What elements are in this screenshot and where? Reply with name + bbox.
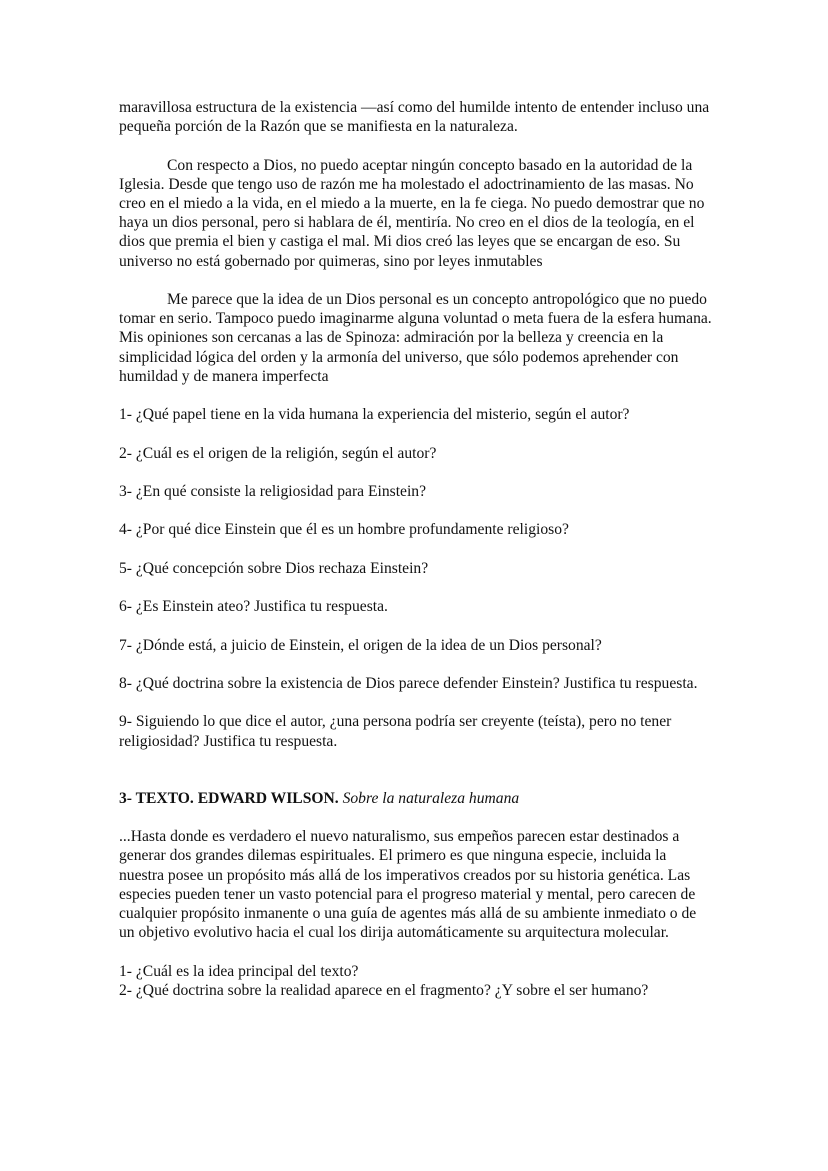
question-item: 8- ¿Qué doctrina sobre la existencia de Dios parece defender Einstein? Justifica tu respuesta. bbox=[119, 674, 698, 692]
question-list bbox=[119, 962, 715, 1000]
document-page bbox=[119, 98, 715, 1000]
question-item: 5- ¿Qué concepción sobre Dios rechaza Einstein? bbox=[119, 559, 429, 577]
question-item: 4- ¿Por qué dice Einstein que él es un hombre profundamente religioso? bbox=[119, 521, 569, 539]
section-heading bbox=[119, 789, 715, 808]
question-item: 7- ¿Dónde está, a juicio de Einstein, el origen de la idea de un Dios personal? bbox=[119, 636, 602, 654]
question-item: 2- ¿Qué doctrina sobre la realidad aparece en el fragmento? ¿Y sobre el ser humano? bbox=[119, 981, 649, 999]
text-paragraph: maravillosa estructura de la existencia —así como del humilde intento de entender incluso una pequeña porción de la Razón que se manifiesta en la naturaleza. bbox=[119, 99, 710, 136]
question-item: 9- Siguiendo lo que dice el autor, ¿una persona podría ser creyente (teísta), pero no tener religiosidad? Justifica tu respuesta. bbox=[119, 713, 672, 750]
wilson-text-section bbox=[119, 789, 715, 1000]
einstein-text-section bbox=[119, 98, 715, 751]
text-paragraph: Me parece que la idea de un Dios personal es un concepto antropológico que no puedo tomar en serio. Tampoco puedo imaginarme alguna voluntad o meta fuera de la esfera humana. Mis opiniones son cercanas a las de Spinoza: admiración por la belleza y creencia en la simplicidad lógica del orden y la armonía del universo, que sólo podemos aprehender con humildad y de manera imperfecta bbox=[119, 291, 712, 385]
section-heading-title: 3- TEXTO. EDWARD WILSON. bbox=[119, 789, 339, 807]
question-item: 3- ¿En qué consiste la religiosidad para Einstein? bbox=[119, 482, 427, 500]
text-paragraph: ...Hasta donde es verdadero el nuevo naturalismo, sus empeños parecen estar destinados a generar dos grandes dilemas espirituales. El primero es que ninguna especie, incluida la nuestra posee un propósito más allá de los imperativos creados por su historia genética. Las especies pueden tener un vasto potencial para el progreso material y mental, pero carecen de cualquier propósito inmanente o una guía de agentes más allá de su ambiente inmediato o de un objetivo evolutivo hacia el cual los dirija automáticamente su arquitectura molecular. bbox=[119, 828, 697, 942]
text-paragraph: Con respecto a Dios, no puedo aceptar ningún concepto basado en la autoridad de la Iglesia. Desde que tengo uso de razón me ha molestado el adoctrinamiento de las masas. No creo en el miedo a la vida, en el miedo a la muerte, en la fe ciega. No puedo demostrar que no haya un dios personal, pero si hablara de él, mentiría. No creo en el dios de la teología, en el dios que premia el bien y castiga el mal. Mi dios creó las leyes que se encargan de eso. Su universo no está gobernado por quimeras, sino por leyes inmutables bbox=[119, 156, 705, 270]
question-item: 1- ¿Qué papel tiene en la vida humana la experiencia del misterio, según el autor? bbox=[119, 406, 630, 424]
question-item: 1- ¿Cuál es la idea principal del texto? bbox=[119, 962, 359, 980]
question-item: 2- ¿Cuál es el origen de la religión, según el autor? bbox=[119, 444, 437, 462]
section-heading-subtitle: Sobre la naturaleza humana bbox=[342, 789, 520, 807]
question-list bbox=[119, 405, 715, 751]
question-item: 6- ¿Es Einstein ateo? Justifica tu respuesta. bbox=[119, 598, 388, 616]
